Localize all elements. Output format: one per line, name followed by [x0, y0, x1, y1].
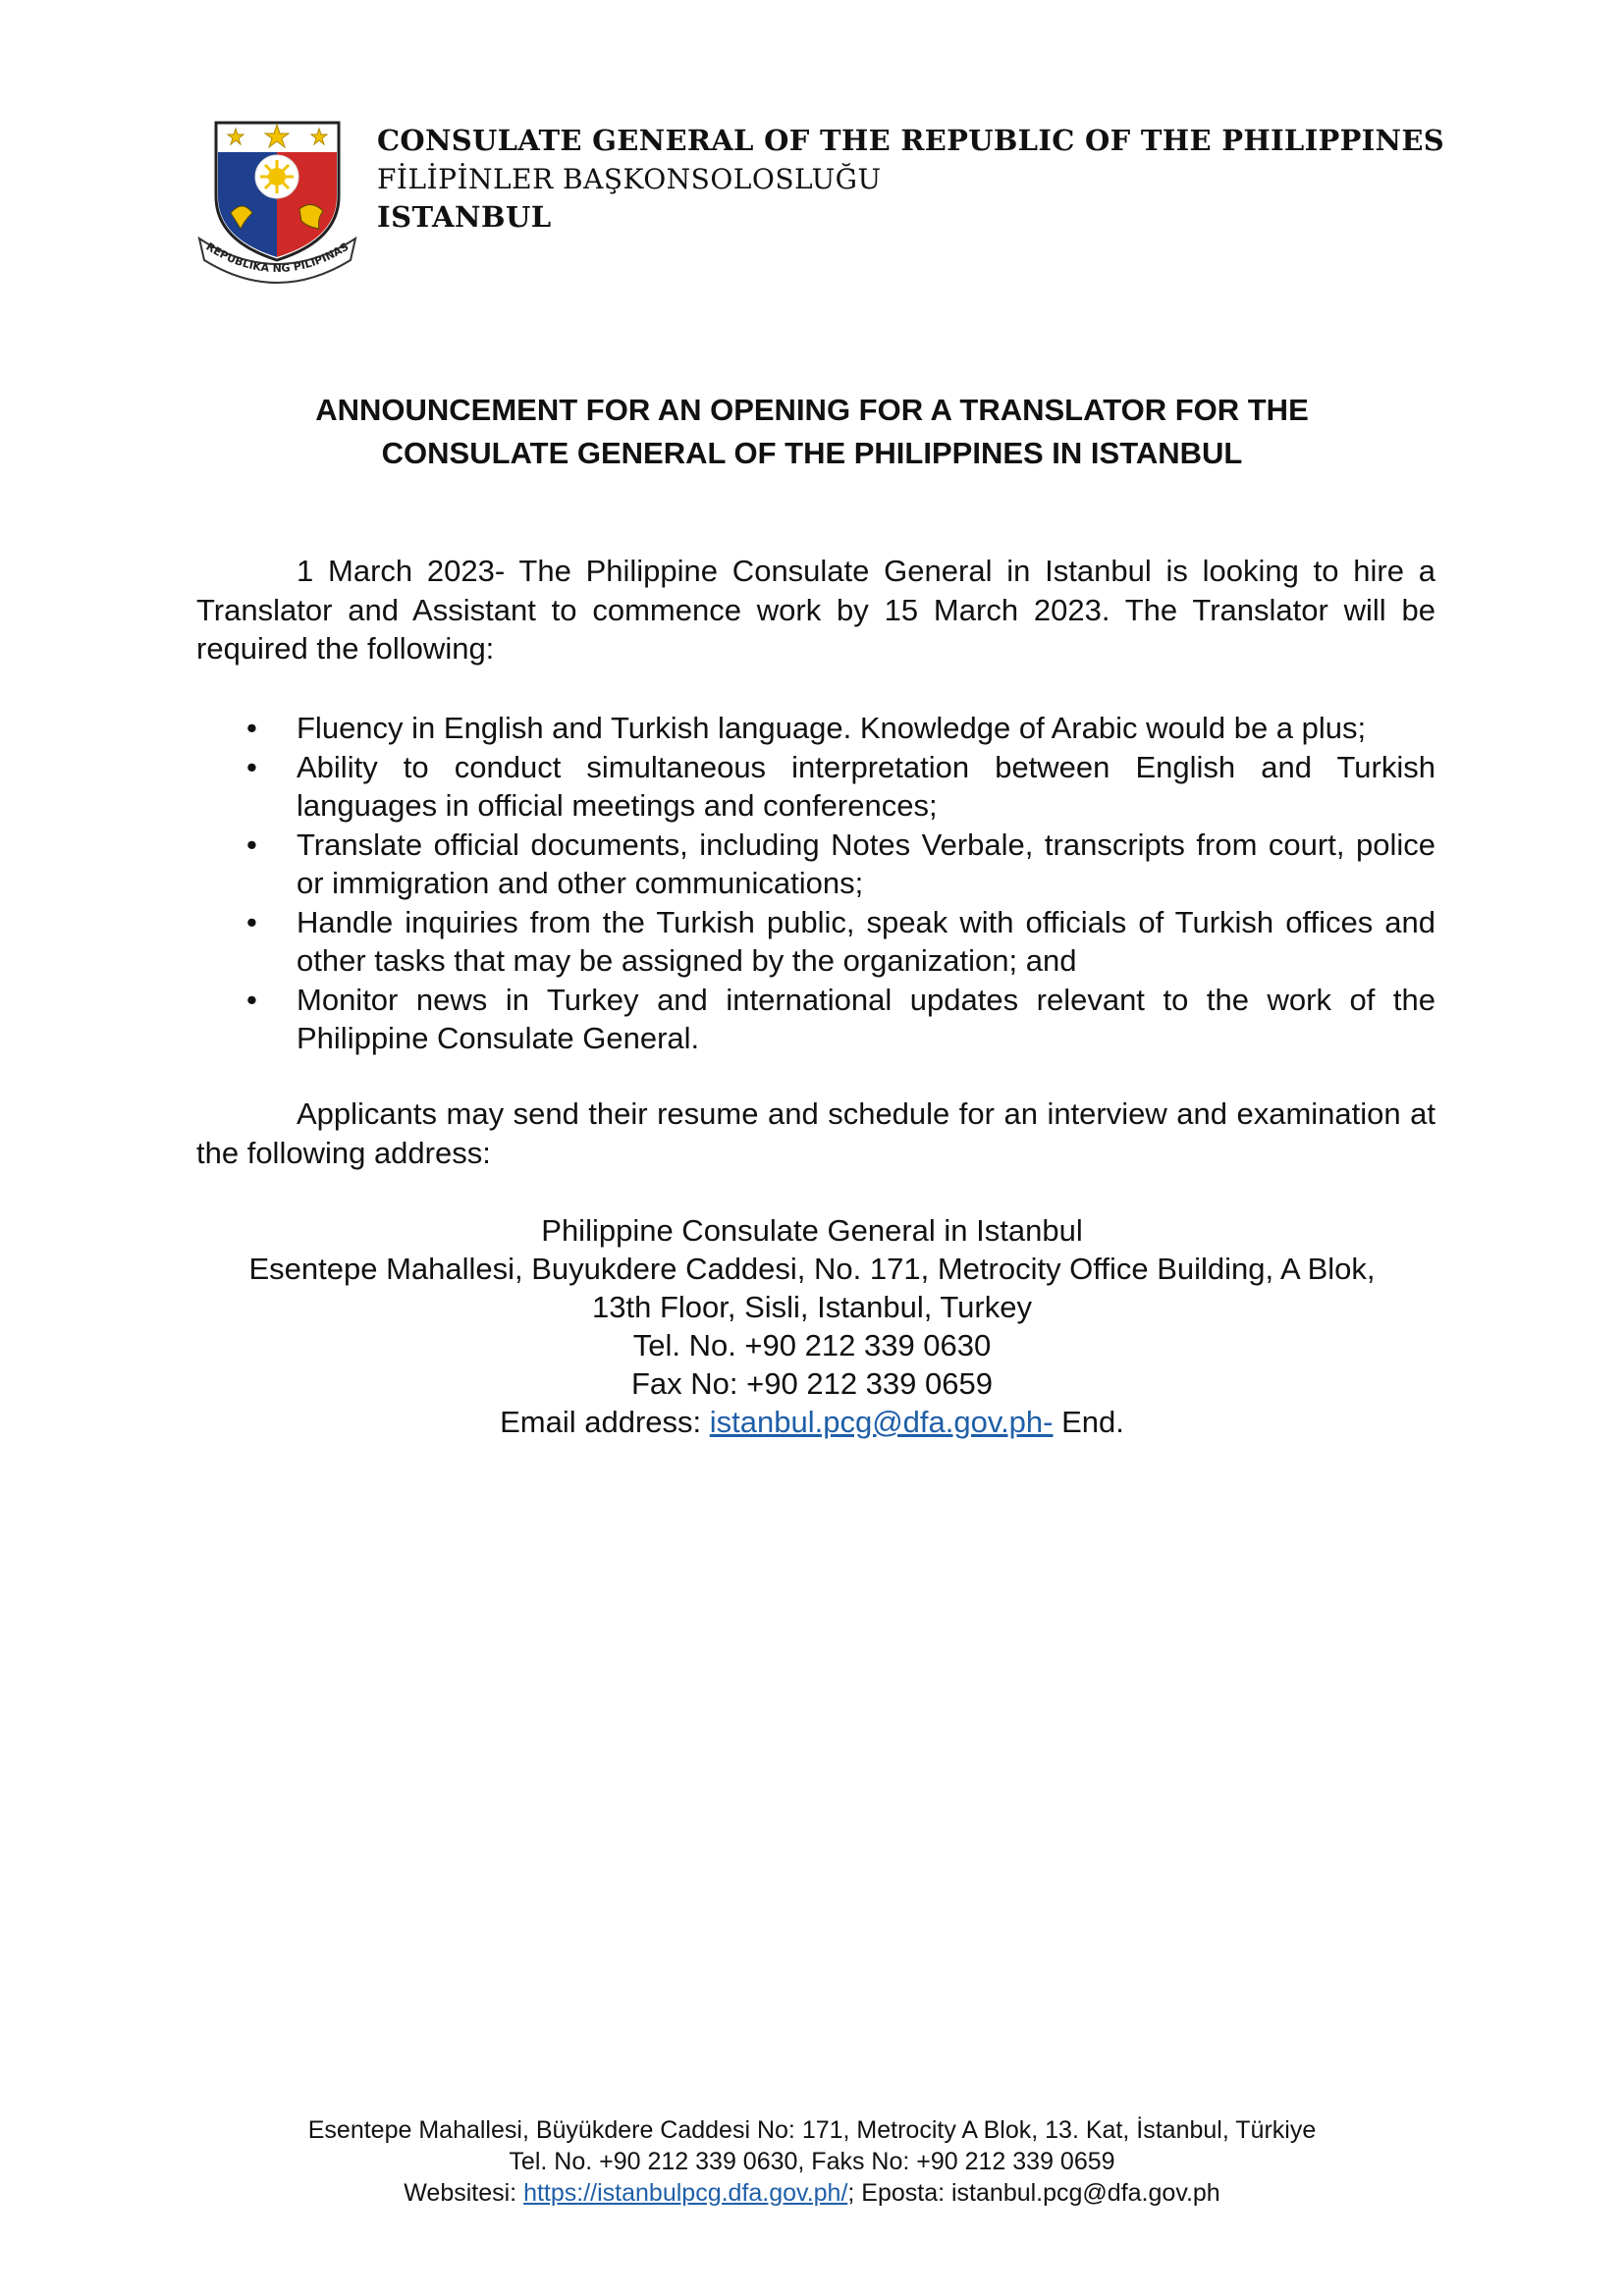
address-block	[0, 1211, 1624, 1441]
footer-website-link[interactable]: https://istanbulpcg.dfa.gov.ph/	[523, 2179, 848, 2207]
address-email-line	[0, 1403, 1624, 1441]
requirement-text: Translate official documents, including Notes Verbale, transcripts from court, police or immigration and other communications;	[297, 827, 1435, 900]
email-link[interactable]: istanbul.pcg@dfa.gov.ph-	[709, 1405, 1054, 1439]
footer-web-line	[0, 2177, 1624, 2209]
letterhead-city: ISTANBUL	[377, 200, 552, 234]
coat-of-arms-seal	[191, 103, 363, 290]
footer-address: Esentepe Mahallesi, Büyükdere Caddesi No: 171, Metrocity A Blok, 13. Kat, İstanbul, Türkiye	[307, 2116, 1317, 2144]
bullet-icon: •	[246, 982, 257, 1017]
address-fax: Fax No: +90 212 339 0659	[631, 1366, 993, 1401]
letterhead	[377, 122, 1444, 237]
footer-phone: Tel. No. +90 212 339 0630, Faks No: +90 212 339 0659	[509, 2148, 1115, 2175]
end-marker: End.	[1053, 1405, 1124, 1439]
requirement-text: Fluency in English and Turkish language. Knowledge of Arabic would be a plus;	[297, 711, 1367, 745]
list-item	[196, 709, 1435, 748]
requirement-text: Ability to conduct simultaneous interpretation between English and Turkish languages in official meetings and conferences;	[297, 749, 1435, 823]
requirement-text: Handle inquiries from the Turkish public, speak with officials of Turkish offices and other tasks that may be assigned by the organization; and	[297, 904, 1435, 978]
announcement-title	[0, 389, 1624, 475]
bullet-icon: •	[246, 711, 257, 745]
requirement-text: Monitor news in Turkey and international updates relevant to the work of the Philippine Consulate General.	[297, 982, 1435, 1055]
list-item	[196, 826, 1435, 903]
letterhead-turkish-name: FİLİPİNLER BAŞKONSOLOSLUĞU	[377, 163, 882, 195]
footer-website-label: Websitesi:	[404, 2179, 524, 2207]
list-item	[196, 981, 1435, 1058]
title-line-1: ANNOUNCEMENT FOR AN OPENING FOR A TRANSLATOR FOR THE	[315, 393, 1309, 427]
address-line-1: Philippine Consulate General in Istanbul	[541, 1213, 1083, 1248]
list-item	[196, 748, 1435, 826]
intro-paragraph: 1 March 2023- The Philippine Consulate General in Istanbul is looking to hire a Translator and Assistant to commence work by 15 March 2023. The Translator will be required the following:	[196, 554, 1435, 666]
page-footer	[0, 2114, 1624, 2209]
seal-motto: REPUBLIKA NG PILIPINAS	[203, 240, 352, 276]
bullet-icon: •	[246, 904, 257, 939]
email-label: Email address:	[500, 1405, 710, 1439]
letterhead-consulate-name: CONSULATE GENERAL OF THE REPUBLIC OF THE PHILIPPINES	[377, 124, 1444, 157]
footer-email: ; Eposta: istanbul.pcg@dfa.gov.ph	[847, 2179, 1220, 2207]
list-item	[196, 903, 1435, 981]
applicants-paragraph: Applicants may send their resume and schedule for an interview and examination at the following address:	[196, 1096, 1435, 1170]
address-line-2: Esentepe Mahallesi, Buyukdere Caddesi, No. 171, Metrocity Office Building, A Blok,	[248, 1252, 1376, 1286]
bullet-icon: •	[246, 827, 257, 862]
title-line-2: CONSULATE GENERAL OF THE PHILIPPINES IN ISTANBUL	[381, 436, 1243, 470]
address-tel: Tel. No. +90 212 339 0630	[632, 1328, 992, 1362]
bullet-icon: •	[246, 749, 257, 784]
requirements-list	[196, 709, 1435, 1058]
address-line-3: 13th Floor, Sisli, Istanbul, Turkey	[592, 1290, 1032, 1324]
